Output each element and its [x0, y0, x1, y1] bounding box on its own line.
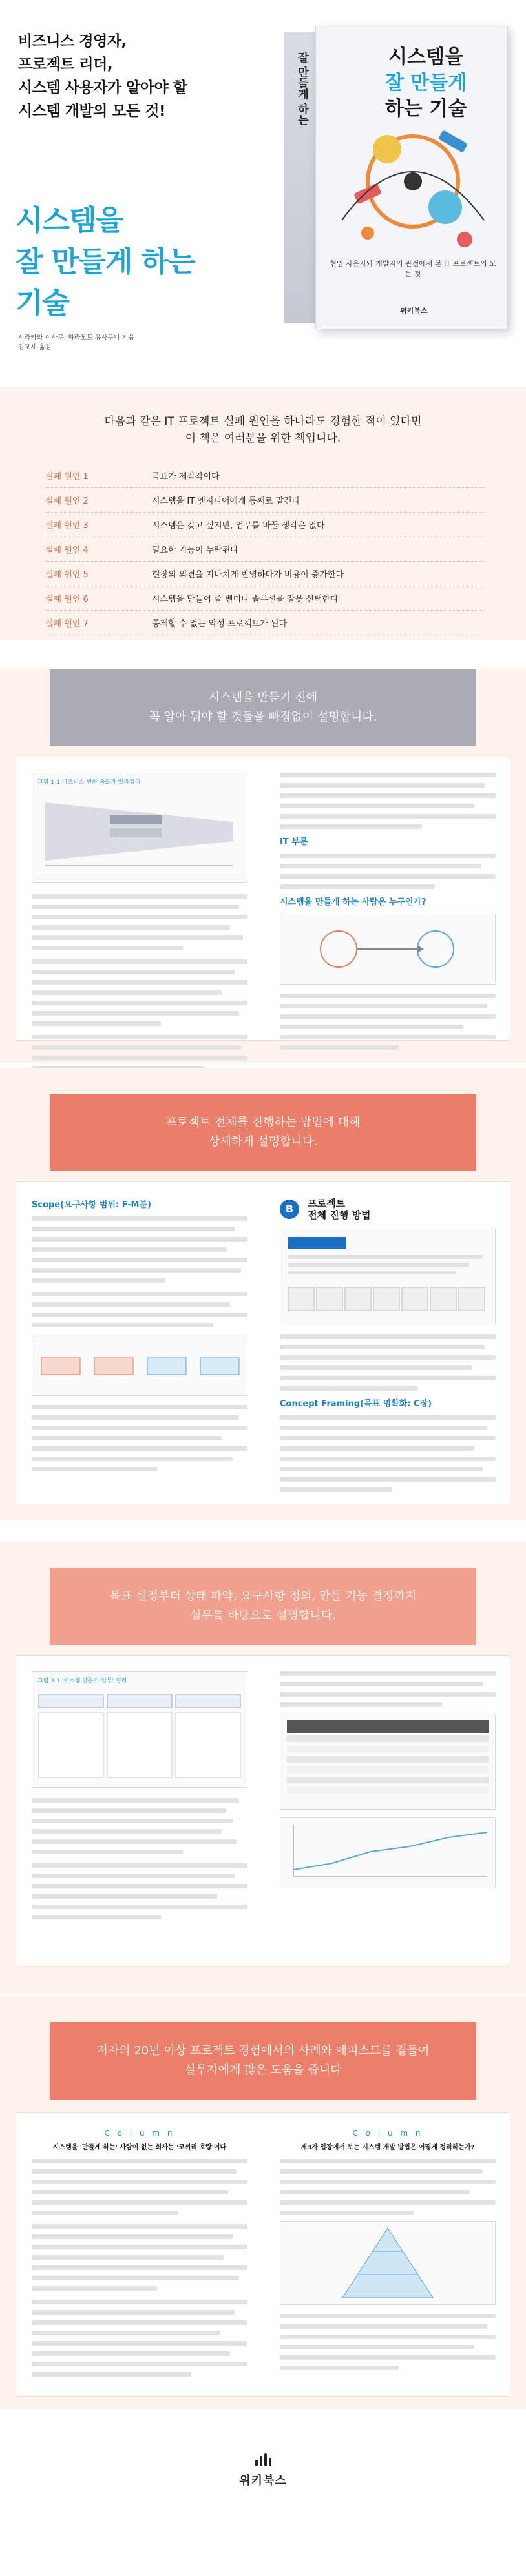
sample-figure — [32, 773, 247, 883]
figure-caption: 그림 1-1 비즈니스 변화 속도가 빨라졌다 — [37, 779, 141, 786]
list-item — [45, 488, 485, 513]
list-item — [45, 586, 485, 611]
diagram-graphic — [32, 1334, 247, 1395]
headline-line: 시스템 개발의 모든 것! — [18, 103, 165, 119]
list-item — [45, 611, 485, 635]
failure-text: 목표가 제각각이다 — [152, 472, 220, 482]
body-text — [32, 1798, 247, 1919]
chapter-title-line: 전체 진행 방법 — [308, 1209, 371, 1221]
cover-title-line: 시스템을 — [388, 46, 463, 68]
section-title-banner — [50, 1094, 476, 1171]
book-spine — [284, 32, 315, 323]
sample-page-4 — [16, 2112, 510, 2397]
chapter-badge-letter: B — [280, 1200, 299, 1219]
subheading: Scope(요구사항 범위: F-M분) — [32, 1200, 151, 1210]
sample-figure — [32, 1671, 247, 1788]
chapter-badge — [280, 1198, 496, 1221]
diagram-graphic — [280, 914, 495, 984]
section-title-line: 프로젝트 전체를 진행하는 방법에 대해 — [165, 1116, 361, 1129]
sample-right-column — [280, 1198, 496, 1498]
feature-section-4 — [0, 1996, 526, 2409]
body-text — [280, 773, 496, 829]
body-text — [280, 2314, 496, 2370]
body-text — [280, 994, 496, 1050]
cover-publisher: 위키북스 — [400, 307, 428, 315]
book-cover-image — [284, 26, 508, 329]
intro-heading — [0, 413, 526, 447]
publisher-logo — [0, 2453, 526, 2488]
sample-figure — [280, 1229, 496, 1325]
failure-list — [45, 464, 485, 635]
section-title-line: 시스템을 만들기 전에 — [209, 691, 317, 704]
section-title-banner — [50, 669, 476, 746]
feature-section-2 — [0, 1068, 526, 1520]
section-title-line: 상세하게 설명합니다. — [209, 1135, 317, 1149]
sample-right-column — [280, 1671, 496, 1888]
book-title-line: 시스템을 — [16, 204, 123, 237]
section-title-line: 목표 설정부터 상태 파악, 요구사항 정의, 만들 기능 결정까지 — [109, 1590, 417, 1603]
section-title-line: 꼭 알아 둬야 할 것들을 빠짐없이 설명합니다. — [149, 710, 377, 724]
subheading: 시스템을 만들게 하는 사람은 누구인가? — [280, 897, 426, 907]
failure-text: 필요한 기능이 누락된다 — [152, 546, 238, 555]
failure-text: 시스템을 IT 엔지니어에게 통째로 맡긴다 — [152, 496, 300, 506]
body-text — [280, 2159, 496, 2215]
headline-line: 시스템 사용자가 알아야 할 — [18, 79, 187, 96]
figure-graphic — [32, 1688, 247, 1785]
failure-number: 실패 원인 3 — [45, 521, 89, 531]
sample-left-column — [32, 1198, 247, 1477]
hero-headline — [18, 30, 277, 123]
book-credits — [18, 333, 134, 353]
body-text — [280, 1415, 496, 1492]
spine-title: 잘 만들게 하는 — [295, 52, 308, 125]
list-item — [45, 562, 485, 586]
failure-number: 실패 원인 1 — [45, 472, 89, 482]
sample-right-column — [280, 2129, 496, 2376]
body-text — [280, 1334, 496, 1391]
sample-table — [280, 1713, 496, 1810]
failure-number: 실패 원인 7 — [45, 619, 89, 629]
table-graphic — [280, 1713, 495, 1809]
body-text — [32, 2159, 247, 2377]
failure-text: 시스템을 만들어 줄 벤더나 솔루션을 잘못 선택한다 — [152, 595, 339, 604]
sample-page-1 — [16, 757, 510, 1041]
list-item — [45, 513, 485, 537]
credit-translator: 김모세 옮김 — [18, 344, 52, 351]
book-cover — [315, 26, 508, 329]
section-title-banner — [50, 2022, 476, 2100]
chart-graphic — [280, 1818, 495, 1888]
section-title-banner — [50, 1568, 476, 1645]
list-item — [45, 464, 485, 488]
sample-diagram — [32, 1334, 247, 1396]
sample-left-column — [32, 773, 247, 1076]
cover-title-line: 하는 기술 — [384, 97, 467, 120]
intro-heading-line: 이 책은 여러분을 위한 책입니다. — [185, 432, 341, 445]
sample-left-column — [32, 1671, 247, 1925]
headline-line: 비즈니스 경영자, — [18, 33, 127, 50]
credit-authors: 시라카와 이사무, 하라모토 유사쿠니 지음 — [18, 334, 135, 342]
body-text — [280, 1671, 496, 1707]
hero-section — [0, 0, 526, 381]
body-text — [32, 1405, 247, 1471]
publisher-name: 위키북스 — [239, 2474, 287, 2488]
sample-pyramid-figure — [280, 2221, 496, 2305]
failure-number: 실패 원인 5 — [45, 570, 89, 580]
column-label: C o l u m n — [104, 2129, 175, 2138]
feature-section-1 — [0, 669, 526, 1063]
sample-diagram — [280, 914, 496, 985]
cover-title — [355, 45, 497, 122]
failure-text: 현장의 의견을 지나치게 반영하다가 비용이 증가한다 — [152, 570, 344, 580]
failure-number: 실패 원인 6 — [45, 595, 89, 604]
cover-subtitle: 현업 사용자와 개발자의 관점에서 본 IT 프로젝트의 모든 것 — [330, 260, 496, 278]
section-title-line: 실무를 바탕으로 설명합니다. — [190, 1609, 336, 1622]
chapter-badge-title — [308, 1198, 370, 1221]
cover-title-line: 잘 만들게 — [384, 72, 467, 94]
book-title-line: 잘 만들게 하는 — [16, 245, 195, 278]
intro-section — [0, 387, 526, 640]
body-text — [32, 894, 247, 1070]
section-title-line: 실무자에게 많은 도움을 줍니다 — [184, 2063, 342, 2077]
sample-page-2 — [16, 1181, 510, 1504]
column-label: C o l u m n — [352, 2129, 423, 2138]
section-title-line: 저자의 20년 이상 프로젝트 경험에서의 사례와 에피소드를 곁들여 — [96, 2044, 430, 2058]
figure-caption: 그림 3-1 '시스템 만들기 업무' 정리 — [37, 1678, 127, 1684]
pyramid-graphic — [280, 2222, 495, 2304]
failure-number: 실패 원인 2 — [45, 496, 89, 506]
sample-left-column — [32, 2129, 247, 2382]
failure-text: 통제할 수 없는 악성 프로젝트가 된다 — [152, 619, 288, 629]
book-title-line: 기술 — [16, 287, 70, 320]
figure-graphic — [280, 1229, 495, 1325]
column-title: 시스템을 '만들게 하는' 사람이 없는 회사는 '코끼리 호랑'이다 — [52, 2144, 227, 2151]
headline-line: 프로젝트 리더, — [18, 56, 113, 73]
book-title — [16, 200, 261, 324]
sample-right-column — [280, 773, 496, 1056]
intro-heading-line: 다음과 같은 IT 프로젝트 실패 원인을 하나라도 경험한 적이 있다면 — [104, 415, 422, 428]
subheading: Concept Framing(목표 명확화: C장) — [280, 1399, 432, 1409]
publisher-logo-icon — [254, 2453, 272, 2466]
sample-chart — [280, 1817, 496, 1888]
list-item — [45, 537, 485, 562]
failure-number: 실패 원인 4 — [45, 546, 89, 555]
subheading: IT 부문 — [280, 837, 308, 847]
chapter-title-line: 프로젝트 — [308, 1198, 346, 1209]
body-text — [280, 854, 496, 889]
body-text — [32, 1216, 247, 1327]
sample-page-3 — [16, 1655, 510, 1965]
feature-section-3 — [0, 1542, 526, 1994]
column-title: 제3자 입장에서 보는 시스템 개발 방법은 어떻게 정리하는가? — [300, 2144, 475, 2151]
figure-graphic — [32, 790, 246, 874]
failure-text: 시스템은 갖고 싶지만, 업무를 바꿀 생각은 없다 — [152, 521, 325, 531]
